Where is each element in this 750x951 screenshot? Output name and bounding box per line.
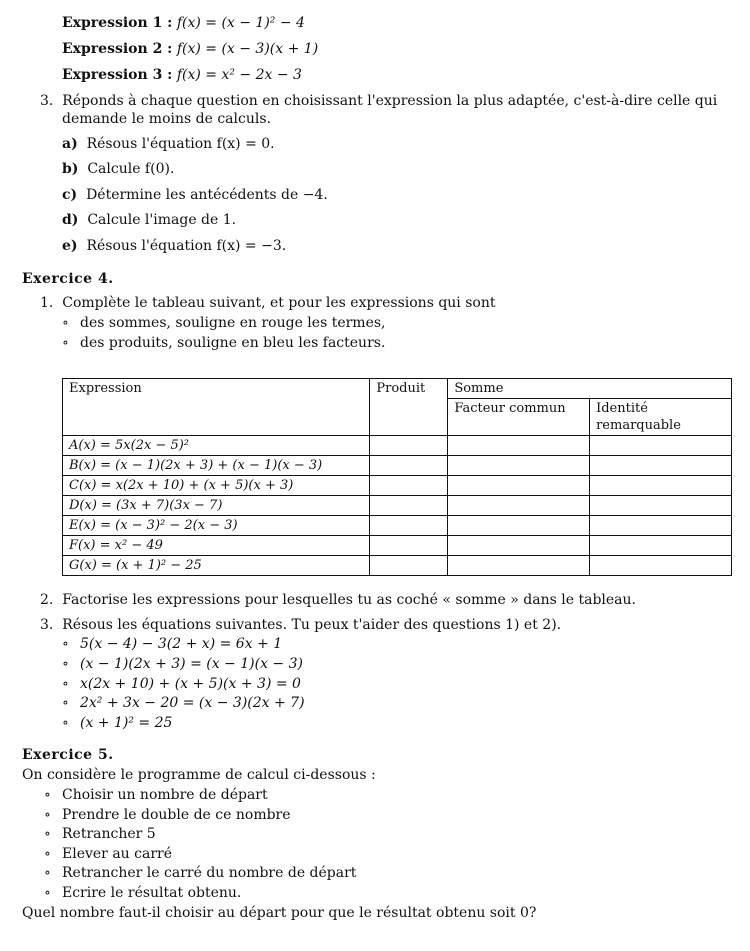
question-text: Factorise les expressions pour lesquelles tu as coché « somme » dans le tableau. [62,592,636,608]
facteur-commun-cell[interactable] [448,516,590,536]
program-step [44,806,291,824]
bullet-icon: ∘ [44,865,51,881]
expression-2 [62,40,318,58]
bullet-icon: ∘ [62,695,69,711]
expression-label: Expression 1 : [62,15,173,31]
subquestion-letter: b) [62,161,79,177]
expression-formula: f(x) = (x − 1)² − 4 [176,15,305,31]
header-somme: Somme [448,379,732,399]
facteur-commun-cell[interactable] [448,536,590,556]
table-row [63,456,732,476]
step-text: Retrancher 5 [62,826,156,842]
equation-item [62,714,172,732]
subquestion-text: Calcule l'image de 1. [87,212,237,228]
subquestion-letter: d) [62,212,79,228]
bullet-icon: ∘ [62,335,69,351]
subquestion-text: Résous l'équation f(x) = 0. [86,136,275,152]
step-text: Prendre le double de ce nombre [62,807,291,823]
subquestion-letter: e) [62,238,78,254]
equation-text: 2x² + 3x − 20 = (x − 3)(2x + 7) [80,695,305,711]
program-step [44,845,172,863]
question-text: Résous les équations suivantes. Tu peux t'aider des questions 1) et 2). [62,617,562,633]
header-identite-remarquable [590,399,732,436]
bullet-icon: ∘ [62,715,69,731]
expression-3 [62,66,302,84]
question-number: 2. [40,592,54,608]
table-row [63,556,732,576]
produit-cell[interactable] [370,436,448,456]
bullet-icon: ∘ [62,656,69,672]
expression-cell: B(x) = (x − 1)(2x + 3) + (x − 1)(x − 3) [63,456,370,476]
ex4-q1-bullet [62,314,386,332]
expression-formula: f(x) = (x − 3)(x + 1) [176,41,319,57]
table-row [63,516,732,536]
expressions-table [62,378,732,576]
expression-cell: E(x) = (x − 3)² − 2(x − 3) [63,516,370,536]
produit-cell[interactable] [370,516,448,536]
bullet-icon: ∘ [44,885,51,901]
step-text: Retrancher le carré du nombre de départ [62,865,357,881]
subquestion-letter: a) [62,136,78,152]
subquestion-b [62,160,174,178]
equation-item [62,655,303,673]
question-3-line-1 [40,92,717,110]
bullet-icon: ∘ [62,636,69,652]
exercise-4-title: Exercice 4. [22,271,114,287]
question-3-line-2: demande le moins de calculs. [62,111,271,127]
expression-cell: D(x) = (3x + 7)(3x − 7) [63,496,370,516]
subquestion-e [62,237,286,255]
equation-text: 5(x − 4) − 3(2 + x) = 6x + 1 [80,636,283,652]
question-number: 1. [40,295,54,311]
facteur-commun-cell[interactable] [448,556,590,576]
bullet-icon: ∘ [62,676,69,692]
identite-remarquable-cell[interactable] [590,536,732,556]
produit-cell[interactable] [370,556,448,576]
table-row [63,476,732,496]
equation-text: x(2x + 10) + (x + 5)(x + 3) = 0 [80,676,301,692]
subquestion-text: Détermine les antécédents de −4. [86,187,328,203]
produit-cell[interactable] [370,536,448,556]
subquestion-d [62,211,236,229]
program-step [44,864,356,882]
bullet-icon: ∘ [44,787,51,803]
equation-item [62,694,305,712]
facteur-commun-cell[interactable] [448,436,590,456]
bullet-icon: ∘ [44,826,51,842]
program-step [44,884,241,902]
ex4-q1-bullet [62,334,385,352]
step-text: Choisir un nombre de départ [62,787,268,803]
table-row [63,496,732,516]
expression-cell: F(x) = x² − 49 [63,536,370,556]
equation-item [62,635,282,653]
subquestion-letter: c) [62,187,78,203]
question-text: Complète le tableau suivant, et pour les expressions qui sont [62,295,496,311]
question-number: 3. [40,617,54,633]
identite-remarquable-cell[interactable] [590,476,732,496]
identite-remarquable-cell[interactable] [590,556,732,576]
ex4-question-3 [40,616,561,634]
expression-label: Expression 2 : [62,41,173,57]
identite-remarquable-cell[interactable] [590,496,732,516]
ex4-question-1 [40,294,496,312]
table-row [63,436,732,456]
produit-cell[interactable] [370,496,448,516]
facteur-commun-cell[interactable] [448,456,590,476]
facteur-commun-cell[interactable] [448,476,590,496]
header-expression: Expression [63,379,370,436]
step-text: Elever au carré [62,846,172,862]
subquestion-text: Calcule f(0). [87,161,175,177]
ex5-question: Quel nombre faut-il choisir au départ pour que le résultat obtenu soit 0? [22,905,537,921]
exercise-5-title: Exercice 5. [22,747,114,763]
expression-formula: f(x) = x² − 2x − 3 [176,67,302,83]
program-step [44,786,268,804]
identite-remarquable-cell[interactable] [590,456,732,476]
question-number: 3. [40,93,54,109]
subquestion-text: Résous l'équation f(x) = −3. [86,238,287,254]
ex5-intro: On considère le programme de calcul ci-dessous : [22,767,376,783]
table-row [63,536,732,556]
bullet-icon: ∘ [44,807,51,823]
subquestion-a [62,135,275,153]
identite-remarquable-cell[interactable] [590,436,732,456]
subquestion-c [62,186,328,204]
question-text: Réponds à chaque question en choisissant l'expression la plus adaptée, c'est-à-dire celle qui [62,93,718,109]
equation-item [62,675,301,693]
expression-label: Expression 3 : [62,67,173,83]
ex4-question-2 [40,591,636,609]
produit-cell[interactable] [370,476,448,496]
bullet-text: des sommes, souligne en rouge les termes, [80,315,386,331]
expression-cell: A(x) = 5x(2x − 5)² [63,436,370,456]
bullet-icon: ∘ [44,846,51,862]
expression-1 [62,14,305,32]
header-facteur-commun: Facteur commun [448,399,590,436]
bullet-icon: ∘ [62,315,69,331]
step-text: Ecrire le résultat obtenu. [62,885,242,901]
equation-text: (x − 1)(2x + 3) = (x − 1)(x − 3) [80,656,303,672]
facteur-commun-cell[interactable] [448,496,590,516]
produit-cell[interactable] [370,456,448,476]
expression-cell: G(x) = (x + 1)² − 25 [63,556,370,576]
identite-remarquable-cell[interactable] [590,516,732,536]
equation-text: (x + 1)² = 25 [80,715,173,731]
header-identite-line-2: remarquable [596,418,681,433]
program-step [44,825,156,843]
expression-cell: C(x) = x(2x + 10) + (x + 5)(x + 3) [63,476,370,496]
header-identite-line-1: Identité [596,401,648,416]
header-produit: Produit [370,379,448,436]
bullet-text: des produits, souligne en bleu les facteurs. [80,335,386,351]
